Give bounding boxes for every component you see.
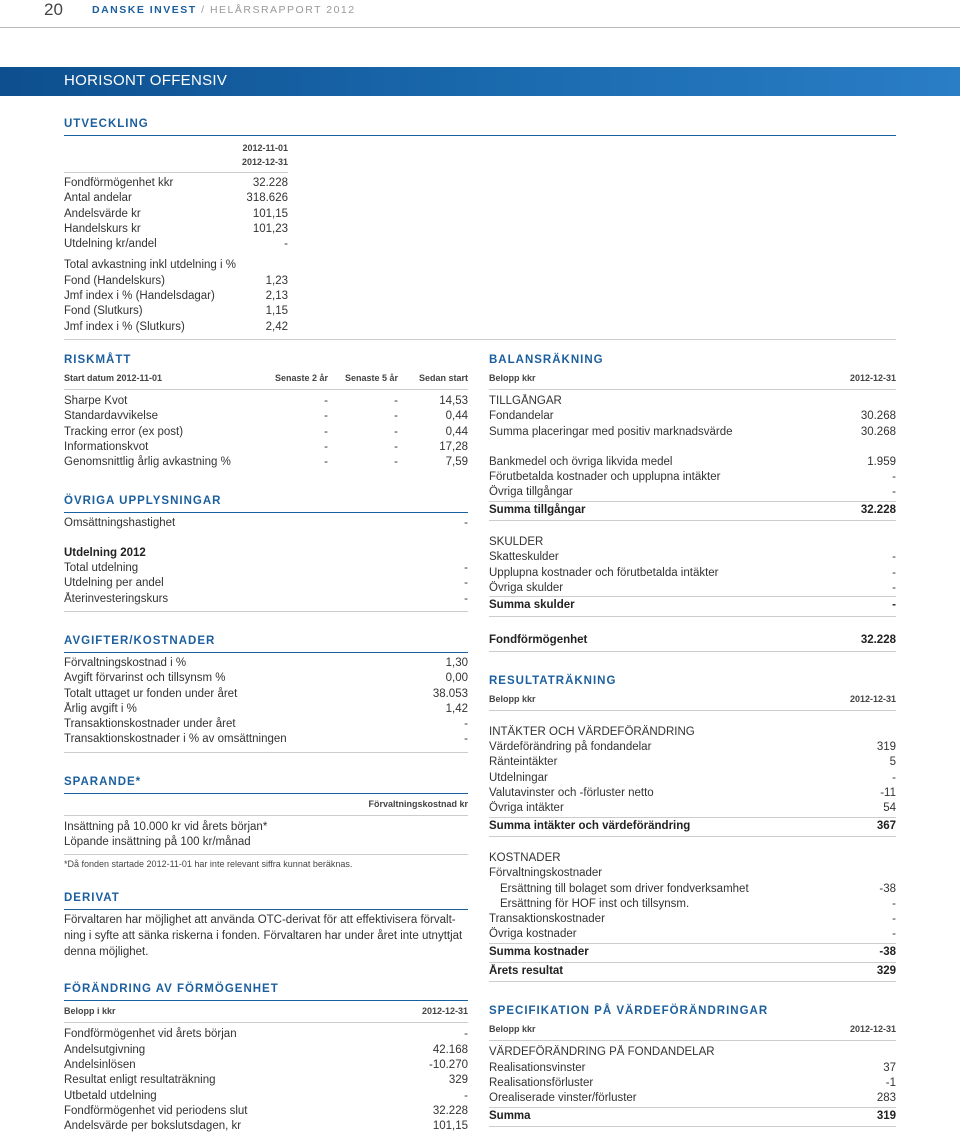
table-row: Upplupna kostnader och förutbetalda intäkter - — [489, 566, 896, 579]
sum-skulder: Summa skulder - — [489, 596, 896, 616]
table-row: Handelskurs kr 101,23 — [64, 222, 288, 235]
spec-title: SPECIFIKATION PÅ VÄRDEFÖRÄNDRINGAR — [489, 1005, 769, 1018]
table-row: Fondförmögenhet vid årets början - — [64, 1028, 468, 1041]
table-row: Transaktionskostnader under året - — [64, 718, 468, 731]
table-row: Övriga skulder - — [489, 581, 896, 594]
forandring-header: Belopp i kkr 2012-12-31 — [64, 1004, 468, 1023]
table-row: Resultat enligt resultaträkning 329 — [64, 1074, 468, 1087]
tillgangar-heading: TILLGÅNGAR — [489, 395, 562, 407]
page-header — [0, 0, 960, 34]
table-row: Realisationsförluster -1 — [489, 1076, 896, 1089]
table-row: Ersättning för HOF inst och tillsynsm. - — [500, 897, 896, 910]
table-subheading: Total avkastning inkl utdelning i % — [64, 259, 236, 272]
kostnader-heading: KOSTNADER — [489, 851, 561, 864]
forvaltningskostnader-heading: Förvaltningskostnader — [489, 867, 603, 880]
sparande-footnote: *Då fonden startade 2012-11-01 har inte relevant siffra kunnat beräknas. — [64, 859, 353, 870]
table-row: Utdelning per andel - — [64, 577, 468, 590]
table-row: Sharpe Kvot - - 14,53 — [64, 395, 468, 407]
left-column — [64, 353, 468, 1134]
table-row: Fondförmögenhet kkr 32.228 — [64, 177, 288, 189]
table-row: Ersättning till bolaget som driver fondverksamhet -38 — [500, 882, 896, 895]
sum-intakter: Summa intäkter och värdeförändring 367 — [489, 817, 896, 837]
sparande-rule — [64, 854, 468, 855]
resultat-title: RESULTATRÄKNING — [489, 674, 617, 687]
riskmatt-header: Start datum 2012-11-01 Senaste 2 år Senaste 5 år Sedan start — [64, 371, 468, 390]
utveckling-title: UTVECKLING — [64, 117, 896, 136]
table-row: Fondandelar 30.268 — [489, 410, 896, 423]
table-row: Årlig avgift i % 1,42 — [64, 702, 468, 715]
sparande-title: SPARANDE* — [64, 775, 468, 794]
skulder-heading: SKULDER — [489, 536, 544, 549]
spec-header: Belopp kkr 2012-12-31 — [489, 1022, 896, 1041]
fund-name: HORISONT OFFENSIV — [64, 72, 228, 89]
table-row: Andelsinlösen -10.270 — [64, 1058, 468, 1071]
page-number: 20 — [44, 0, 63, 19]
table-row: Andelsutgivning 42.168 — [64, 1043, 468, 1056]
table-row: Utbetald utdelning - — [64, 1089, 468, 1102]
derivat-title: DERIVAT — [64, 891, 468, 910]
utveckling-date-to: 2012-12-31 — [64, 155, 288, 173]
sum-kostnader: Summa kostnader -38 — [489, 943, 896, 963]
utveckling-section — [64, 117, 896, 340]
table-row: Löpande insättning på 100 kr/månad — [64, 836, 251, 849]
resultat-header: Belopp kkr 2012-12-31 — [489, 692, 896, 711]
table-row: Valutavinster och -förluster netto -11 — [489, 787, 896, 800]
sparande-header: Förvaltningskostnad kr — [64, 797, 468, 816]
table-row: Förutbetalda kostnader och upplupna intäkter - — [489, 471, 896, 484]
table-row: Orealiserade vinster/förluster 283 — [489, 1092, 896, 1105]
table-row: Ränteintäkter 5 — [489, 756, 896, 769]
table-row: Övriga intäkter 54 — [489, 802, 896, 815]
right-column — [489, 353, 896, 1127]
ovriga-title: ÖVRIGA UPPLYSNINGAR — [64, 494, 468, 513]
balans-header: Belopp kkr 2012-12-31 — [489, 371, 896, 390]
table-row: Antal andelar 318.626 — [64, 192, 288, 205]
table-row: Omsättningshastighet - — [64, 517, 468, 530]
table-row: Fond (Handelskurs) 1,23 — [64, 274, 288, 287]
table-row: Tracking error (ex post) - - 0,44 — [64, 425, 468, 438]
fund-banner — [0, 67, 960, 96]
intakter-heading: INTÄKTER OCH VÄRDEFÖRÄNDRING — [489, 725, 695, 738]
header-rule — [0, 27, 960, 28]
utveckling-date-from: 2012-11-01 — [242, 143, 288, 153]
table-row: Övriga tillgångar - — [489, 486, 896, 499]
spec-subheading: VÄRDEFÖRÄNDRING PÅ FONDANDELAR — [489, 1046, 715, 1059]
table-row: Total utdelning - — [64, 562, 468, 575]
table-row: Värdeförändring på fondandelar 319 — [489, 741, 896, 754]
utveckling-bottom-rule — [64, 339, 896, 340]
utdelning-title: Utdelning 2012 — [64, 546, 146, 559]
table-row: Förvaltningskostnad i % 1,30 — [64, 656, 468, 669]
derivat-text: Förvaltaren har möjlighet att använda OTC-derivat för att effektivisera förvalt- ning i syfte att sänka riskerna i fonden. Förvaltaren har under året inte utnyttjat denna möjlighet. — [64, 914, 463, 959]
spec-sum: Summa 319 — [489, 1107, 896, 1127]
table-row: Andelsvärde kr 101,15 — [64, 207, 288, 220]
table-row: Genomsnittlig årlig avkastning % - - 7,59 — [64, 456, 468, 469]
balans-title: BALANSRÄKNING — [489, 354, 604, 366]
fondformogenhet-total: Fondförmögenhet 32.228 — [489, 633, 896, 652]
table-row: Andelsvärde per bokslutsdagen, kr 101,15 — [64, 1120, 468, 1133]
arets-resultat: Årets resultat 329 — [489, 963, 896, 982]
table-row: Skatteskulder - — [489, 551, 896, 564]
table-row: Realisationsvinster 37 — [489, 1061, 896, 1074]
table-row: Standardavvikelse - - 0,44 — [64, 410, 468, 423]
table-row: Informationskvot - - 17,28 — [64, 440, 468, 453]
table-row: Fond (Slutkurs) 1,15 — [64, 305, 288, 318]
table-row: Transaktionskostnader - — [489, 913, 896, 926]
avgifter-title: AVGIFTER/KOSTNADER — [64, 634, 468, 653]
table-row: Transaktionskostnader i % av omsättningen - — [64, 733, 468, 746]
table-row: Bankmedel och övriga likvida medel 1.959 — [489, 455, 896, 468]
table-row: Summa placeringar med positiv marknadsvärde 30.268 — [489, 425, 896, 438]
table-row: Utdelning kr/andel - — [64, 238, 288, 251]
sum-tillgangar: Summa tillgångar 32.228 — [489, 501, 896, 521]
table-row: Totalt uttaget ur fonden under året 38.053 — [64, 687, 468, 700]
table-row: Insättning på 10.000 kr vid årets början* — [64, 820, 268, 833]
riskmatt-title: RISKMÅTT — [64, 354, 132, 366]
report-title: DANSKE INVEST / HELÅRSRAPPORT 2012 — [92, 4, 356, 16]
forandring-title: FÖRÄNDRING AV FÖRMÖGENHET — [64, 982, 468, 1001]
table-row: Fondförmögenhet vid periodens slut 32.228 — [64, 1104, 468, 1117]
table-row: Utdelningar - — [489, 771, 896, 784]
table-row: Återinvesteringskurs - — [64, 592, 468, 605]
table-row: Jmf index i % (Handelsdagar) 2,13 — [64, 290, 288, 303]
table-row: Avgift förvarinst och tillsynsm % 0,00 — [64, 672, 468, 685]
table-row: Övriga kostnader - — [489, 928, 896, 941]
table-row: Jmf index i % (Slutkurs) 2,42 — [64, 320, 288, 333]
